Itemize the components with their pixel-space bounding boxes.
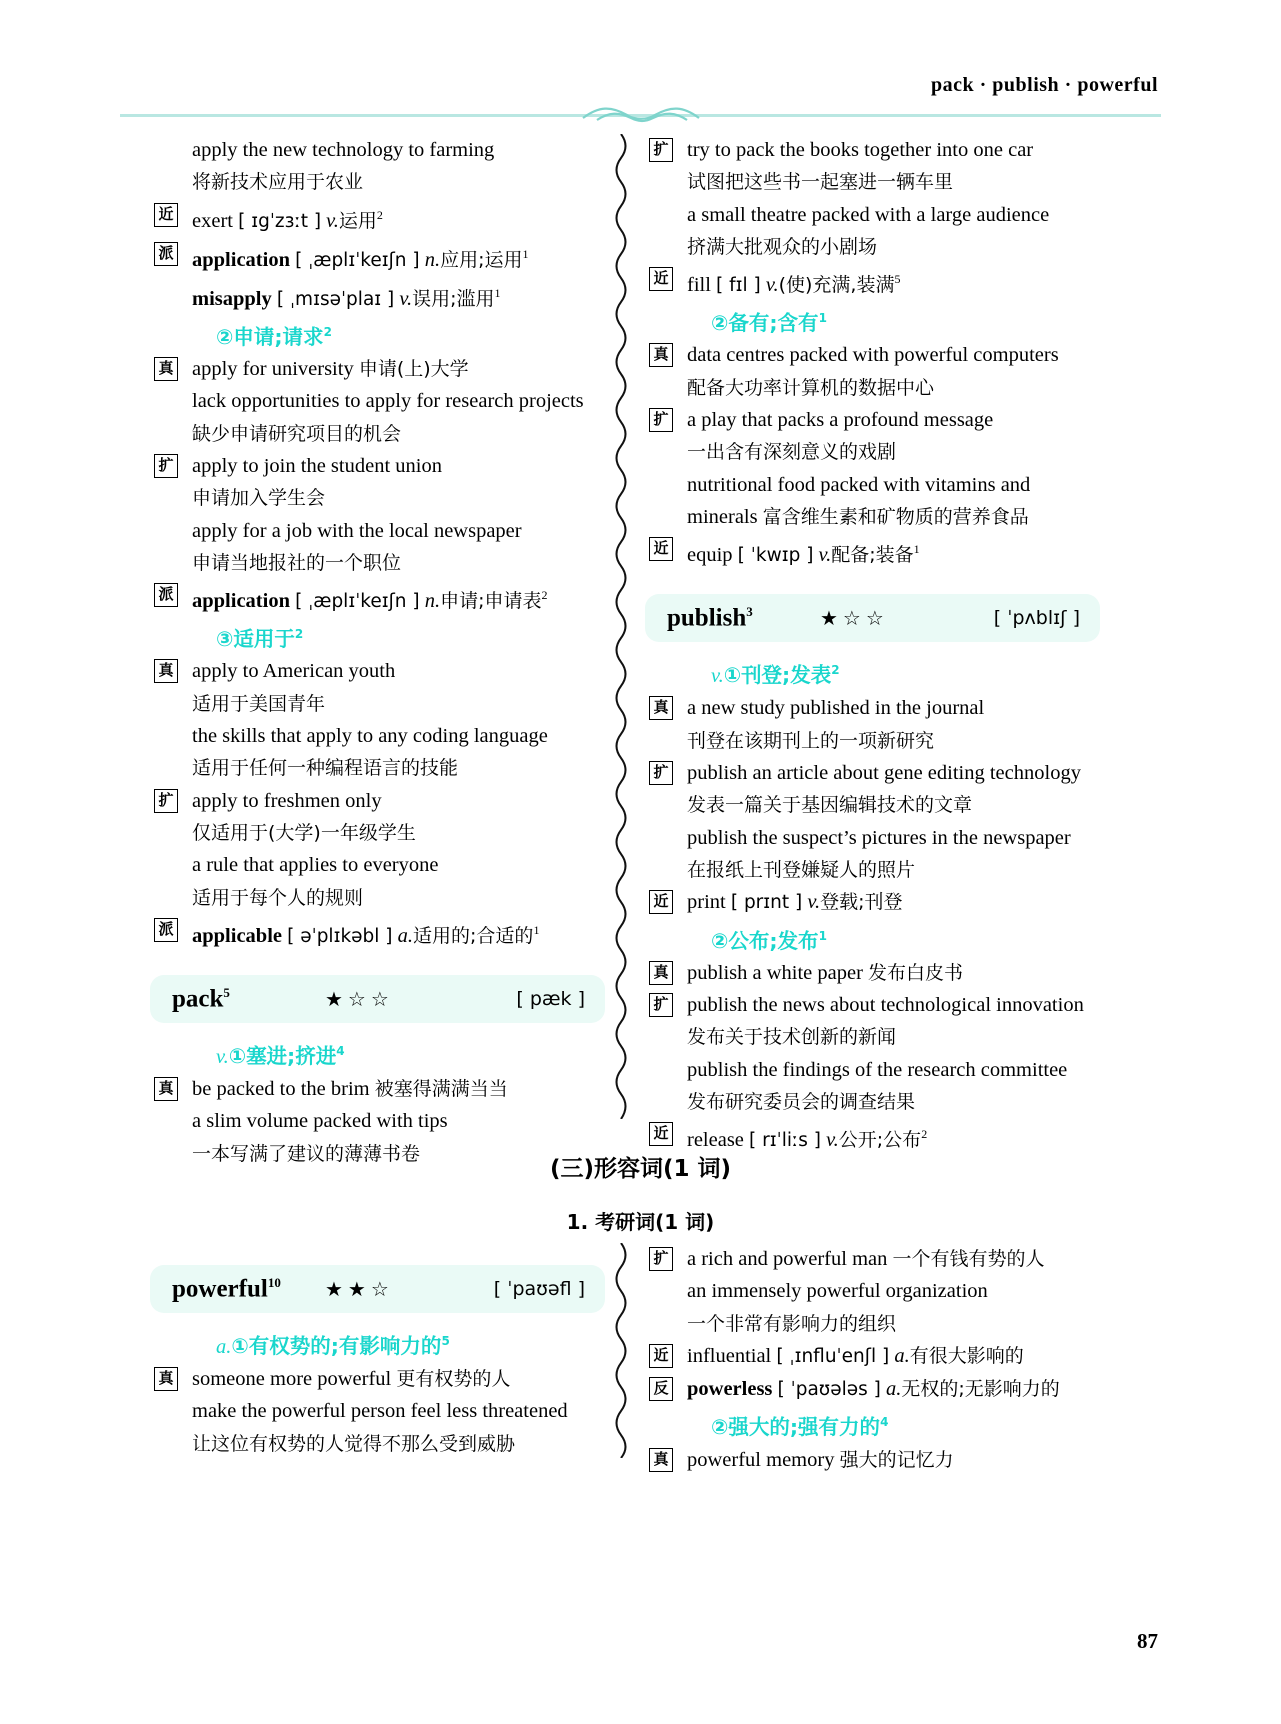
sense-pos: a.	[216, 1335, 232, 1358]
related-word-line	[645, 533, 1100, 572]
translation-cn: 申请加入学生会	[192, 487, 326, 510]
entry-tag-真: 真	[649, 1448, 673, 1472]
related-phonetic: [ ɪgˈzɜːt ]	[238, 210, 322, 232]
entry-tag-真: 真	[154, 1077, 178, 1101]
example-en: apply for a job with the local newspaper	[192, 519, 522, 542]
tagged-example-line	[645, 339, 1100, 371]
entry-tag-近: 近	[649, 537, 673, 561]
column-divider	[608, 134, 634, 1119]
tagged-example-line	[150, 785, 605, 817]
entry-tag-扩: 扩	[649, 993, 673, 1017]
superscript: 2	[323, 324, 332, 339]
translation-cn: 申请(上)大学	[358, 358, 469, 381]
section-heading-adjective: (三)形容词(1 词)	[549, 1156, 732, 1182]
translation-cn: 仅适用于(大学)一年级学生	[192, 821, 416, 844]
translation-cn: 发布关于技术创新的新闻	[687, 1026, 897, 1049]
superscript: 3	[746, 604, 753, 620]
tagged-example-line	[645, 404, 1100, 436]
superscript: 4	[880, 1415, 889, 1430]
headword-text: powerful$^{10}$	[172, 1274, 281, 1303]
related-definition: 配备;装备	[831, 544, 914, 567]
related-phonetic: [ ˌæplɪˈkeɪʃn ]	[295, 249, 420, 271]
related-word-line	[645, 1373, 1100, 1406]
related-definition: 登载;刊登	[820, 891, 903, 914]
tagged-example-line	[645, 989, 1100, 1021]
difficulty-stars-icon: ★★☆	[325, 1277, 394, 1301]
translation-cn: 一个有钱有势的人	[892, 1248, 1045, 1270]
related-word: release	[687, 1128, 744, 1151]
example-line	[645, 469, 1100, 501]
page-header	[0, 74, 1281, 120]
example-en: lack opportunities to apply for research projects	[192, 390, 584, 413]
example-line	[150, 515, 605, 547]
sense-definition	[645, 920, 1100, 957]
example-en: publish an article about gene editing technology	[687, 762, 1081, 785]
translation-cn: 被塞得满满当当	[374, 1078, 508, 1101]
related-definition: 申请;申请表	[440, 590, 542, 612]
example-en: a rich and powerful man	[687, 1248, 893, 1270]
part-of-speech: v.	[826, 1128, 839, 1151]
translation-cn: 发表一篇关于基因编辑技术的文章	[687, 794, 973, 817]
superscript: 1	[533, 922, 540, 937]
translation-cn: 发布白皮书	[868, 961, 964, 984]
example-line	[150, 720, 605, 752]
translation-line	[645, 1308, 1100, 1340]
part-of-speech: n.	[424, 590, 441, 612]
headword-box[interactable]	[645, 594, 1100, 642]
sense-text: 塞进;挤进	[246, 1043, 337, 1068]
sense-pos: v.	[216, 1045, 229, 1068]
related-word: applicable	[192, 924, 282, 947]
entry-tag-真: 真	[649, 343, 673, 367]
tagged-example-line	[150, 450, 605, 482]
related-word: powerless	[687, 1378, 773, 1401]
translation-cn: 强大的记忆力	[839, 1448, 954, 1471]
tagged-example-line	[150, 655, 605, 687]
headword-text: publish$^3$	[667, 604, 753, 632]
superscript: 1	[818, 928, 827, 943]
superscript: 2	[294, 627, 304, 642]
sense-number: ①	[723, 663, 742, 688]
related-phonetic: [ rɪˈliːs ]	[749, 1129, 821, 1151]
example-en: be packed to the brim	[192, 1078, 375, 1101]
sense-number: ②	[216, 324, 234, 349]
related-word-line	[150, 238, 605, 277]
sense-number: ③	[216, 627, 234, 652]
translation-cn: 缺少申请研究项目的机会	[192, 422, 402, 445]
translation-line	[150, 882, 605, 914]
related-word: application	[192, 248, 290, 271]
example-line	[645, 1275, 1100, 1307]
translation-line	[150, 547, 605, 579]
difficulty-stars-icon: ★☆☆	[325, 986, 394, 1011]
translation-line	[645, 436, 1100, 468]
headword-entry[interactable]	[645, 572, 1100, 654]
entry-tag-近: 近	[649, 267, 673, 291]
sense-definition	[150, 316, 605, 353]
related-word-line	[150, 914, 605, 953]
part-of-speech: v.	[807, 891, 821, 914]
headword-entry[interactable]	[150, 1243, 605, 1325]
related-word: application	[192, 590, 290, 612]
tagged-example-line	[645, 134, 1100, 166]
entry-tag-真: 真	[154, 659, 178, 683]
entry-tag-扩: 扩	[154, 789, 178, 813]
translation-cn: 一出含有深刻意义的戏剧	[687, 441, 897, 464]
related-word-line	[645, 886, 1100, 919]
translation-cn: 将新技术应用于农业	[192, 171, 364, 194]
example-line	[150, 1395, 605, 1427]
entry-tag-派: 派	[154, 242, 178, 266]
related-definition: 应用;运用	[440, 248, 523, 271]
running-head: pack · publish · powerful	[930, 74, 1158, 96]
translation-line	[645, 372, 1100, 404]
sense-definition	[645, 1406, 1100, 1443]
section-heading-kaoyan: 1. 考研词(1 词)	[566, 1210, 715, 1234]
related-word: misapply	[192, 287, 272, 310]
sense-definition	[150, 1325, 605, 1363]
translation-line	[150, 752, 605, 784]
superscript: 2	[921, 1127, 928, 1142]
example-en: a rule that applies to everyone	[192, 854, 439, 877]
entry-tag-近: 近	[649, 1122, 673, 1146]
example-en: an immensely powerful organization	[687, 1280, 988, 1303]
related-word-line	[150, 579, 605, 618]
related-definition: 有很大影响的	[909, 1344, 1024, 1367]
sense-number: ②	[711, 311, 729, 336]
tagged-example-line	[645, 1444, 1100, 1476]
example-line	[150, 385, 605, 417]
part-of-speech: a.	[397, 924, 414, 947]
part-of-speech: v.	[326, 209, 339, 232]
related-definition: 公开;公布	[838, 1128, 922, 1151]
translation-line	[645, 1021, 1100, 1053]
tagged-example-line	[645, 692, 1100, 724]
related-word-line	[150, 277, 605, 316]
headword-spacer	[150, 1313, 605, 1325]
entry-tag-扩: 扩	[649, 138, 673, 162]
example-line	[150, 134, 605, 166]
related-definition: 适用的;合适的	[413, 924, 534, 947]
headword-entry[interactable]	[150, 953, 605, 1035]
translation-line	[150, 1428, 605, 1460]
headword-phonetic: [ pæk ]	[516, 987, 585, 1010]
sense-text: 刊登;发表	[741, 663, 832, 688]
related-phonetic: [ ˈkwɪp ]	[737, 545, 814, 567]
translation-cn: 申请当地报社的一个职位	[192, 551, 402, 574]
translation-line	[150, 166, 605, 198]
translation-cn: 发布研究委员会的调查结果	[687, 1090, 916, 1113]
example-en: a play that packs a profound message	[687, 409, 994, 432]
related-definition: 无权的;无影响力的	[901, 1378, 1060, 1401]
superscript: 1	[494, 285, 501, 300]
sense-text: 公布;发布	[728, 928, 819, 953]
sense-definition	[150, 618, 605, 655]
column-divider-lower	[608, 1243, 634, 1458]
sense-number: ②	[711, 1415, 729, 1440]
entry-tag-真: 真	[154, 357, 178, 381]
translation-cn: 更有权势的人	[396, 1368, 511, 1391]
example-en: publish the suspect’s pictures in the newspaper	[687, 826, 1071, 849]
headword-spacer	[645, 642, 1100, 654]
translation-cn: 一本写满了建议的薄薄书卷	[192, 1142, 421, 1165]
left-column-lower	[150, 1243, 605, 1460]
header-ornament-icon	[581, 104, 701, 126]
related-word: influential	[687, 1344, 772, 1367]
sense-number: ①	[228, 1043, 247, 1068]
translation-cn: 一个非常有影响力的组织	[687, 1312, 897, 1335]
superscript: 1	[913, 542, 920, 557]
example-en: a new study published in the journal	[687, 697, 985, 720]
entry-tag-近: 近	[154, 203, 178, 227]
tagged-example-line	[150, 1363, 605, 1395]
sense-number: ②	[711, 928, 729, 953]
part-of-speech: v.	[765, 274, 779, 297]
related-phonetic: [ ˈpaʊələs ]	[777, 1379, 881, 1401]
example-en: make the powerful person feel less threatened	[192, 1400, 568, 1423]
related-word: fill	[687, 274, 711, 297]
related-word-line	[645, 1340, 1100, 1373]
superscript: 5	[441, 1334, 450, 1348]
translation-line	[645, 166, 1100, 198]
translation-cn: 适用于每个人的规则	[192, 886, 364, 909]
translation-cn: 配备大功率计算机的数据中心	[687, 376, 935, 399]
example-en: apply to American youth	[192, 660, 396, 683]
part-of-speech: a.	[886, 1378, 902, 1401]
translation-cn: 适用于美国青年	[192, 692, 326, 715]
headword-spacer	[150, 1023, 605, 1035]
sense-text: 适用于	[233, 627, 295, 652]
sense-definition	[150, 1035, 605, 1073]
related-phonetic: [ prɪnt ]	[730, 892, 803, 914]
right-column	[645, 134, 1100, 1157]
example-line-mixed	[645, 501, 1100, 533]
entry-tag-反: 反	[649, 1377, 673, 1401]
superscript: 5	[223, 984, 230, 1000]
translation-line	[645, 1086, 1100, 1118]
related-word-line	[150, 199, 605, 238]
translation-line	[150, 482, 605, 514]
related-phonetic: [ fɪl ]	[716, 275, 761, 297]
headword-box[interactable]	[150, 975, 605, 1023]
part-of-speech: a.	[894, 1344, 910, 1367]
related-phonetic: [ ˌɪnfluˈenʃl ]	[776, 1345, 890, 1367]
translation-cn: 刊登在该期刊上的一项新研究	[687, 729, 935, 752]
tagged-example-line	[645, 757, 1100, 789]
sense-text: 备有;含有	[728, 311, 819, 336]
entry-tag-真: 真	[154, 1367, 178, 1391]
translation-cn: 挤满大批观众的小剧场	[687, 235, 878, 258]
entry-tag-近: 近	[649, 1344, 673, 1368]
tagged-example-line	[645, 957, 1100, 989]
entry-tag-派: 派	[154, 583, 178, 607]
translation-line	[645, 725, 1100, 757]
superscript: 4	[336, 1043, 345, 1058]
sense-pos: v.	[711, 665, 724, 688]
tagged-example-line	[150, 353, 605, 385]
example-en: a slim volume packed with tips	[192, 1110, 448, 1133]
example-en: data centres packed with powerful computers	[687, 344, 1059, 367]
superscript: 10	[267, 1274, 281, 1290]
part-of-speech: v.	[818, 544, 832, 567]
headword-text: pack$^5$	[172, 984, 230, 1013]
example-en: publish a white paper	[687, 961, 869, 984]
translation-cn: 让这位有权势的人觉得不那么受到威胁	[192, 1432, 516, 1455]
tagged-example-line	[150, 1073, 605, 1105]
tagged-example-line	[645, 1243, 1100, 1275]
entry-tag-近: 近	[649, 890, 673, 914]
headword-box[interactable]	[150, 1265, 605, 1313]
example-line	[645, 199, 1100, 231]
superscript: 1	[818, 311, 827, 326]
translation-line	[645, 231, 1100, 263]
left-column	[150, 134, 605, 1170]
sense-number: ①	[231, 1333, 249, 1358]
entry-tag-真: 真	[649, 961, 673, 985]
entry-tag-扩: 扩	[649, 1247, 673, 1271]
example-en: a small theatre packed with a large audience	[687, 203, 1050, 226]
headword-phonetic: [ ˈpʌblɪʃ ]	[993, 607, 1080, 630]
example-en: powerful memory	[687, 1448, 840, 1471]
translation-cn: 适用于任何一种编程语言的技能	[192, 757, 459, 780]
related-definition: 运用	[338, 209, 377, 232]
entry-tag-扩: 扩	[649, 761, 673, 785]
related-word: equip	[687, 544, 733, 567]
translation-line	[150, 688, 605, 720]
difficulty-stars-icon: ★☆☆	[820, 606, 889, 631]
part-of-speech: n.	[424, 248, 441, 271]
entry-tag-真: 真	[649, 696, 673, 720]
related-phonetic: [ ˌæplɪˈkeɪʃn ]	[295, 591, 420, 612]
example-en: nutritional food packed with vitamins and	[687, 473, 1031, 496]
translation-cn: 试图把这些书一起塞进一辆车里	[687, 171, 954, 194]
entry-tag-扩: 扩	[154, 454, 178, 478]
example-en: minerals	[687, 505, 763, 528]
example-en: apply to join the student union	[192, 454, 442, 477]
part-of-speech: v.	[399, 287, 413, 310]
example-line	[645, 822, 1100, 854]
example-en: someone more powerful	[192, 1368, 397, 1391]
related-word-line	[645, 263, 1100, 302]
example-en: the skills that apply to any coding language	[192, 725, 548, 748]
related-phonetic: [ ˌmɪsəˈplaɪ ]	[276, 288, 395, 310]
example-line	[150, 1105, 605, 1137]
example-en: try to pack the books together into one car	[687, 139, 1034, 161]
translation-line	[645, 854, 1100, 886]
superscript: 2	[541, 588, 548, 603]
entry-tag-派: 派	[154, 918, 178, 942]
headword-phonetic: [ ˈpaʊəfl ]	[493, 1278, 585, 1300]
superscript: 1	[522, 246, 529, 261]
right-column-lower	[645, 1243, 1100, 1476]
translation-line	[150, 817, 605, 849]
superscript: 2	[831, 663, 840, 678]
entry-tag-扩: 扩	[649, 408, 673, 432]
related-definition: (使)充满,装满	[778, 274, 895, 297]
example-en: apply the new technology to farming	[192, 139, 495, 161]
sense-definition	[645, 302, 1100, 339]
superscript: 5	[894, 272, 901, 287]
sense-text: 强大的;强有力的	[728, 1415, 881, 1440]
page-number: 87	[1137, 1629, 1158, 1653]
example-en: apply for university	[192, 358, 359, 381]
related-phonetic: [ əˈplɪkəbl ]	[287, 925, 393, 947]
example-line	[645, 1054, 1100, 1086]
related-word: print	[687, 891, 726, 914]
example-en: publish the news about technological innovation	[687, 993, 1084, 1016]
example-line	[150, 849, 605, 881]
sense-definition	[645, 654, 1100, 692]
translation-line	[150, 418, 605, 450]
related-definition: 误用;滥用	[412, 287, 495, 310]
sense-text: 申请;请求	[233, 324, 324, 349]
example-en: publish the findings of the research committee	[687, 1058, 1068, 1081]
example-en: apply to freshmen only	[192, 789, 382, 812]
superscript: 2	[376, 207, 383, 222]
translation-line	[645, 789, 1100, 821]
related-word: exert	[192, 209, 233, 232]
sense-text: 有权势的;有影响力的	[248, 1333, 442, 1358]
translation-cn: 在报纸上刊登嫌疑人的照片	[687, 858, 916, 881]
translation-cn: 富含维生素和矿物质的营养食品	[762, 505, 1029, 528]
